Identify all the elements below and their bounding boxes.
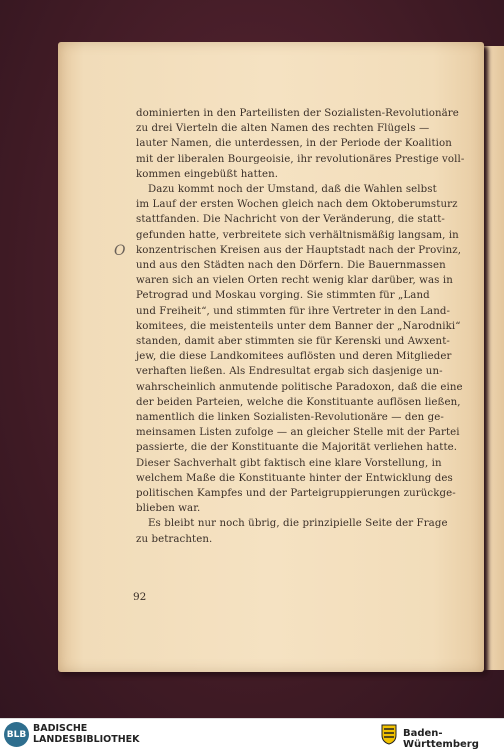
text-line: dominierten in den Parteilisten der Sozialisten-Revolutionäre — [136, 108, 459, 119]
text-line: namentlich die linken Sozialisten-Revolutionäre — den ge- — [136, 412, 444, 424]
coat-of-arms-icon[interactable] — [379, 723, 399, 745]
text-line: waren sich an vielen Orten recht wenig klar darüber, was in — [136, 275, 453, 287]
text-line: passierte, die der Konstituante die Majorität verliehen hatte. — [136, 442, 458, 454]
blb-logo-icon[interactable]: BLB — [4, 722, 29, 747]
page-number: 92 — [133, 591, 147, 603]
text-line: zu drei Vierteln die alten Namen des rechten Flügels — — [136, 123, 430, 135]
text-line: Dieser Sachverhalt gibt faktisch eine klare Vorstellung, in — [136, 457, 442, 469]
library-name-line2: LANDESBIBLIOTHEK — [33, 734, 140, 745]
text-line: zu betrachten. — [136, 533, 213, 545]
library-name-line1: BADISCHE — [33, 723, 88, 734]
text-line: der beiden Parteien, welche die Konstituante auflösen ließen, — [136, 396, 461, 408]
text-line: komitees, die meistenteils unter dem Banner der „Narodniki“ — [136, 320, 461, 332]
text-line: stattfanden. Die Nachricht von der Veränderung, die statt- — [136, 214, 445, 226]
text-line: mit der liberalen Bourgeoisie, ihr revolutionäres Prestige voll- — [136, 153, 465, 165]
text-line: kommen eingebüßt hatten. — [136, 168, 279, 180]
text-line: Es bleibt nur noch übrig, die prinzipielle Seite der Frage — [148, 518, 448, 530]
text-line: politischen Kampfes und der Parteigruppierungen zurückge- — [136, 488, 456, 500]
text-line: standen, damit aber stimmten sie für Kerenski und Awxent- — [136, 336, 450, 348]
text-line: Dazu kommt noch der Umstand, daß die Wahlen selbst — [148, 184, 437, 196]
text-line: Petrograd und Moskau vorging. Sie stimmten für „Land — [136, 290, 430, 302]
margin-annotation: O — [114, 243, 126, 259]
text-line: gefunden hatte, verbreitete sich verhältnismäßig langsam, in — [136, 229, 459, 241]
text-line: und Freiheit“, und stimmten für ihre Vertreter in den Land- — [136, 305, 451, 317]
text-line: jew, die diese Landkomitees auflösten und deren Mitglieder — [136, 351, 452, 363]
text-line: im Lauf der ersten Wochen gleich nach dem Oktoberumsturz — [136, 199, 458, 211]
text-line: lauter Namen, die unterdessen, in der Periode der Koalition — [136, 138, 452, 150]
text-line: konzentrischen Kreisen aus der Hauptstadt nach der Provinz, — [136, 244, 462, 256]
text-line: blieben war. — [136, 503, 201, 515]
library-name[interactable] — [33, 723, 140, 745]
text-line: verhaften ließen. Als Endresultat ergab sich dasjenige un- — [136, 366, 443, 378]
footer-bar — [0, 718, 504, 750]
body-text — [136, 106, 465, 547]
text-line: welchem Maße die Konstituante hinter der Entwicklung des — [136, 472, 453, 484]
state-name[interactable]: Baden-Württemberg — [403, 728, 479, 750]
text-line: und aus den Städten nach den Dörfern. Die Bauernmassen — [136, 260, 446, 272]
text-line: meinsamen Listen zufolge — an gleicher Stelle mit der Partei — [136, 427, 460, 439]
text-line: wahrscheinlich anmutende politische Paradoxon, daß die eine — [136, 381, 463, 393]
